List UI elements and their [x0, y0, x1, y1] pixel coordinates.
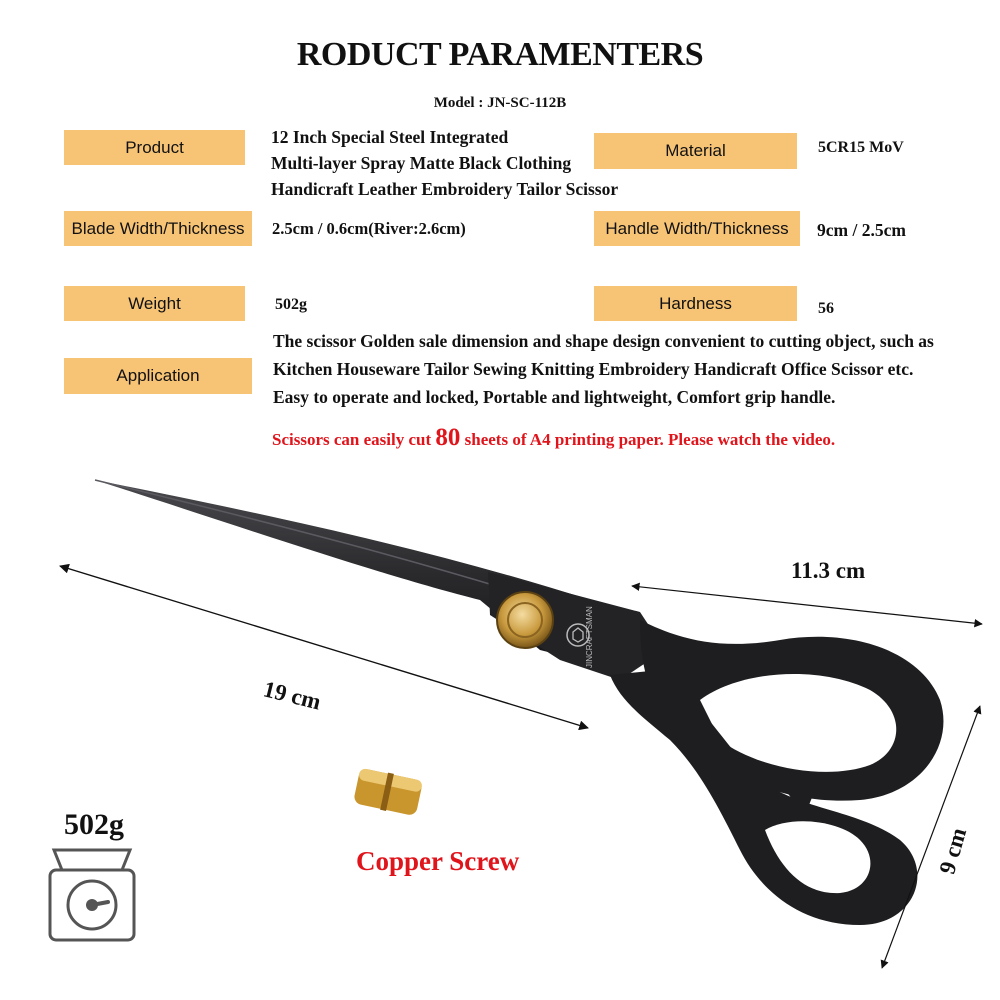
handle-label: Handle Width/Thickness — [594, 211, 800, 246]
model-number: Model : JN-SC-112B — [433, 95, 567, 111]
application-line: Kitchen Houseware Tailor Sewing Knitting Embroidery Handicraft Office Scissor etc. — [273, 359, 914, 379]
handle-height-label: 9 cm — [934, 825, 972, 877]
scale-weight: 502g — [64, 808, 124, 841]
copper-screw-image — [353, 767, 424, 817]
product-line: 12 Inch Special Steel Integrated — [271, 127, 509, 147]
material-label: Material — [594, 133, 797, 169]
pivot-screw — [497, 592, 553, 648]
weight-label: Weight — [64, 286, 245, 321]
blade-value: 2.5cm / 0.6cm(River:2.6cm) — [272, 219, 466, 238]
note-number: 80 — [435, 424, 461, 451]
product-line: Multi-layer Spray Matte Black Clothing — [271, 153, 572, 173]
handle-length-label: 11.3 cm — [791, 558, 866, 583]
note-text: Scissors can easily cut — [272, 430, 432, 449]
material-value: 5CR15 MoV — [818, 139, 904, 156]
note-text: sheets of A4 printing paper. Please watch the video. — [464, 430, 836, 449]
hardness-label: Hardness — [594, 286, 797, 321]
weight-value: 502g — [275, 296, 307, 313]
page-title: RODUCT PARAMENTERS — [296, 36, 704, 73]
blade-label: Blade Width/Thickness — [64, 211, 252, 246]
product-label: Product — [64, 130, 245, 165]
application-line: Easy to operate and locked, Portable and lightweight, Comfort grip handle. — [273, 387, 836, 407]
brand-engraving: JINCRAFTSMAN — [585, 606, 594, 668]
scale-icon — [50, 850, 134, 940]
handle-length-arrow — [632, 586, 982, 624]
copper-screw-label: Copper Screw — [356, 846, 520, 876]
hardness-value: 56 — [818, 300, 834, 317]
blade-length-label: 19 cm — [260, 676, 324, 715]
application-label: Application — [64, 358, 252, 394]
application-line: The scissor Golden sale dimension and shape design convenient to cutting object, such as — [273, 331, 934, 351]
product-line: Handicraft Leather Embroidery Tailor Scissor — [271, 179, 619, 199]
handle-value: 9cm / 2.5cm — [817, 220, 906, 240]
